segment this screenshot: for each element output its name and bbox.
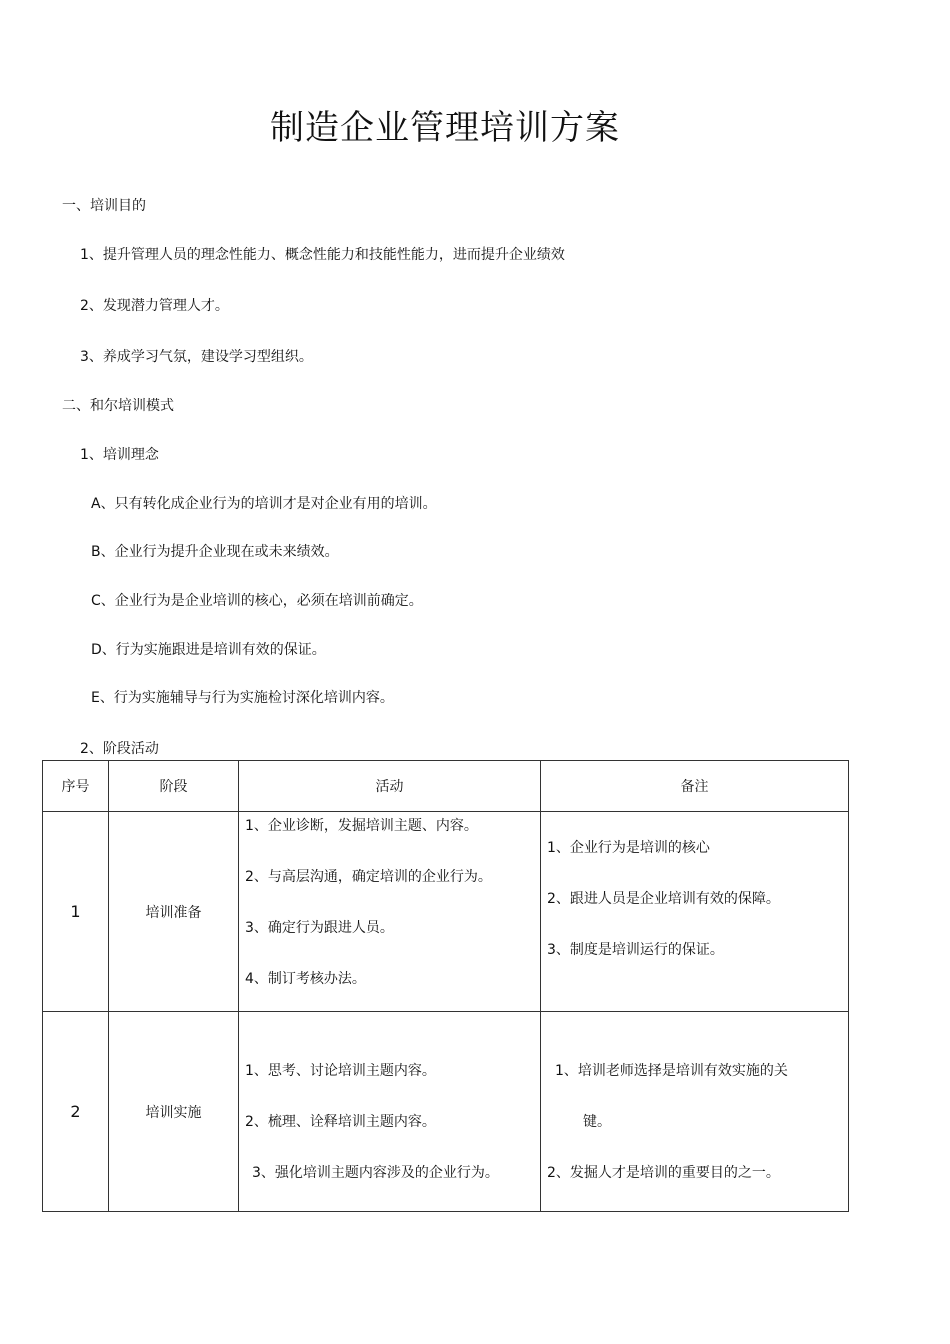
section-heading-purpose: 一、培训目的	[62, 198, 146, 214]
row-phase: 培训实施	[109, 1012, 239, 1212]
activity-line: 2、与高层沟通，确定培训的企业行为。	[245, 869, 492, 885]
concept-item: C、企业行为是企业培训的核心，必须在培训前确定。	[91, 593, 423, 609]
table-row	[43, 812, 849, 1012]
note-line: 2、跟进人员是企业培训有效的保障。	[547, 891, 780, 907]
header-cell-notes: 备注	[541, 761, 849, 812]
stage-activity-table	[42, 760, 849, 1212]
row-notes	[541, 1012, 849, 1212]
row-phase: 培训准备	[109, 812, 239, 1012]
header-cell-activity: 活动	[239, 761, 541, 812]
purpose-item: 1、提升管理人员的理念性能力、概念性能力和技能性能力，进而提升企业绩效	[80, 247, 565, 263]
note-line: 键。	[583, 1114, 611, 1130]
activity-line: 3、确定行为跟进人员。	[245, 920, 394, 936]
table-header-row	[43, 761, 849, 812]
header-cell-phase: 阶段	[109, 761, 239, 812]
activity-line: 1、思考、讨论培训主题内容。	[245, 1063, 436, 1079]
activity-line: 3、强化培训主题内容涉及的企业行为。	[252, 1165, 499, 1181]
section-heading-model: 二、和尔培训模式	[62, 398, 174, 414]
row-number: 2	[43, 1012, 109, 1212]
note-line: 1、企业行为是培训的核心	[547, 840, 710, 856]
concept-item: B、企业行为提升企业现在或未来绩效。	[91, 544, 339, 560]
row-notes	[541, 812, 849, 1012]
concept-item: E、行为实施辅导与行为实施检讨深化培训内容。	[91, 690, 394, 706]
row-activities	[239, 812, 541, 1012]
note-line: 2、发掘人才是培训的重要目的之一。	[547, 1165, 780, 1181]
purpose-item: 3、养成学习气氛，建设学习型组织。	[80, 349, 313, 365]
subsection-heading-concept: 1、培训理念	[80, 447, 159, 463]
activity-line: 2、梳理、诠释培训主题内容。	[245, 1114, 436, 1130]
document-title: 制造企业管理培训方案	[270, 108, 620, 148]
activity-line: 4、制订考核办法。	[245, 971, 366, 987]
activity-line: 1、企业诊断，发掘培训主题、内容。	[245, 818, 478, 834]
note-line: 1、培训老师选择是培训有效实施的关	[555, 1063, 788, 1079]
row-activities	[239, 1012, 541, 1212]
note-line: 3、制度是培训运行的保证。	[547, 942, 724, 958]
purpose-item: 2、发现潜力管理人才。	[80, 298, 229, 314]
row-number: 1	[43, 812, 109, 1012]
concept-item: D、行为实施跟进是培训有效的保证。	[91, 642, 326, 658]
table-row	[43, 1012, 849, 1212]
subsection-heading-stages: 2、阶段活动	[80, 741, 159, 757]
concept-item: A、只有转化成企业行为的培训才是对企业有用的培训。	[91, 496, 437, 512]
header-cell-no: 序号	[43, 761, 109, 812]
